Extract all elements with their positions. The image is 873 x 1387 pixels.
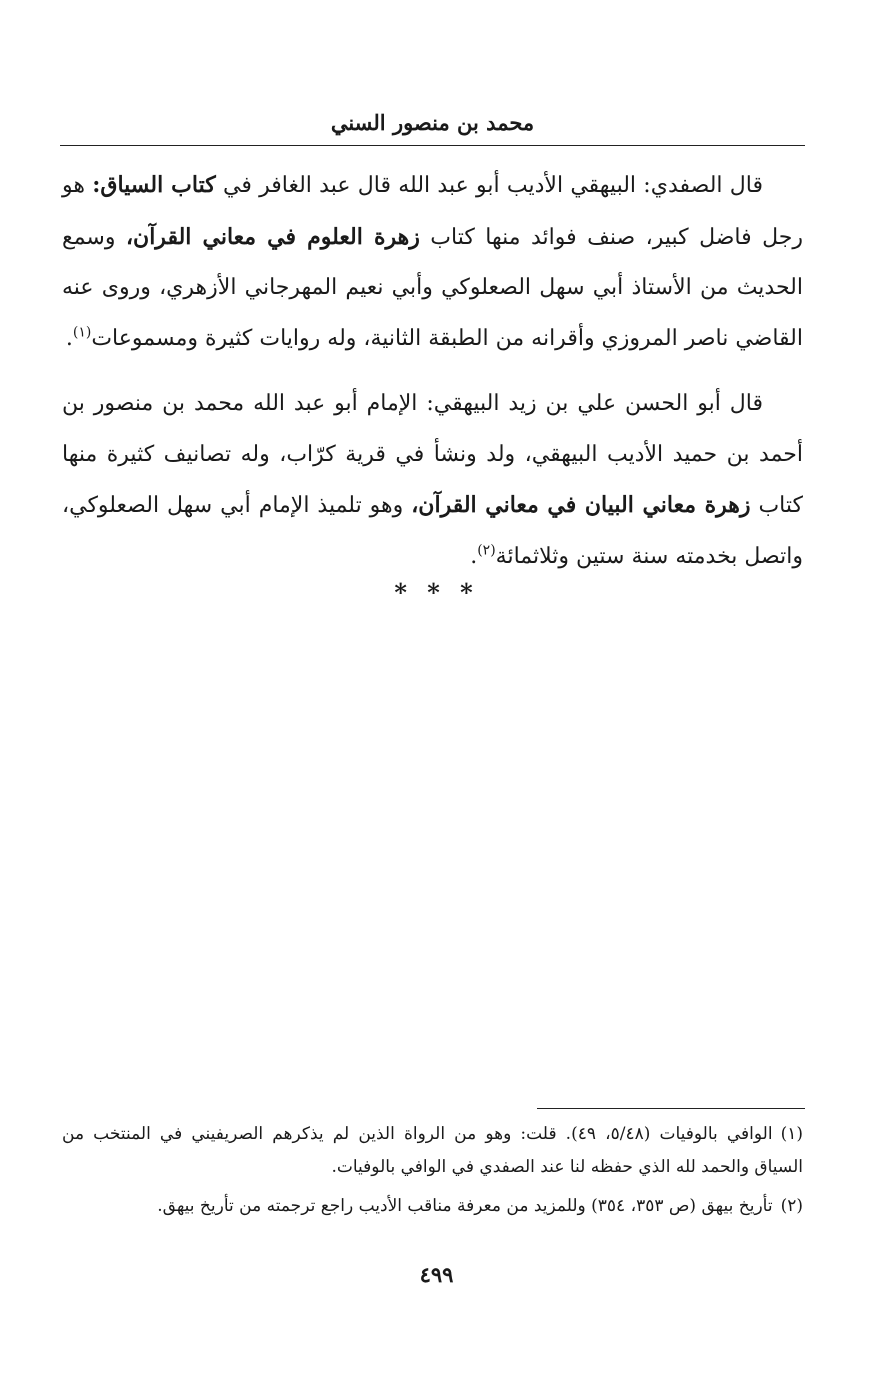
- paragraph-2: [62, 379, 803, 582]
- footnote-1-number: (١): [780, 1124, 804, 1144]
- paragraph-1-text-c: وسمع الحديث من الأستاذ أبي سهل الصعلوكي وأبي نعيم المهرجاني الأزهري، وروى عنه القاضي ناصر المروزي وأقرانه من الطبقة الثانية، وله روايات كثيرة ومسموعات: [62, 224, 803, 351]
- header-rule: [60, 145, 805, 146]
- paragraph-2-end: .: [470, 543, 478, 569]
- paragraph-1-text-b: هو رجل فاضل كبير، صنف فوائد منها كتاب: [62, 173, 803, 250]
- footnote-2-number: (٢): [780, 1196, 803, 1216]
- paragraph-2-text-b: وهو تلميذ الإمام أبي سهل الصعلوكي، واتصل بخدمته سنة ستين وثلاثمائة: [62, 493, 803, 569]
- paragraph-1-end: .: [65, 325, 73, 351]
- footnote-1-text: الوافي بالوفيات (٥/٤٨، ٤٩). قلت: وهو من الرواة الذين لم يذكرهم الصريفيني في المنتخب من السياق والحمد لله الذي حفظه لنا عند الصفدي في الوافي بالوفيات.: [62, 1124, 803, 1177]
- footnote-rule: [537, 1108, 805, 1109]
- paragraph-2-bold-a: زهرة معاني البيان في معاني القرآن،: [411, 492, 751, 518]
- section-separator: * * *: [394, 578, 479, 607]
- footnotes: [62, 1118, 803, 1229]
- footnote-ref-2[interactable]: (٢): [477, 542, 496, 559]
- paragraph-1: [62, 160, 803, 364]
- footnote-2-text: تأريخ بيهق (ص ٣٥٣، ٣٥٤) وللمزيد من معرفة مناقب الأديب راجع ترجمته من تأريخ بيهق.: [157, 1196, 773, 1216]
- footnote-2: [62, 1190, 803, 1223]
- running-head: محمد بن منصور السني: [330, 110, 535, 135]
- paragraph-1-bold-a: كتاب السياق:: [92, 172, 216, 198]
- paragraph-1-bold-b: زهرة العلوم في معاني القرآن،: [125, 223, 420, 250]
- footnote-ref-1[interactable]: (١): [72, 324, 92, 341]
- paragraph-1-text-a: قال الصفدي: البيهقي الأديب أبو عبد الله قال عبد الغافر في: [215, 173, 763, 198]
- page-number: ٤٩٩: [419, 1262, 454, 1287]
- main-text: [62, 160, 803, 582]
- paragraph-2-text-a: قال أبو الحسن علي بن زيد البيهقي: الإمام أبو عبد الله محمد بن منصور بن أحمد بن حميد الأديب البيهقي، ولد ونشأ في قرية كرّاب، وله تصانيف كثيرة منها كتاب: [62, 391, 803, 518]
- footnote-1: [62, 1118, 803, 1184]
